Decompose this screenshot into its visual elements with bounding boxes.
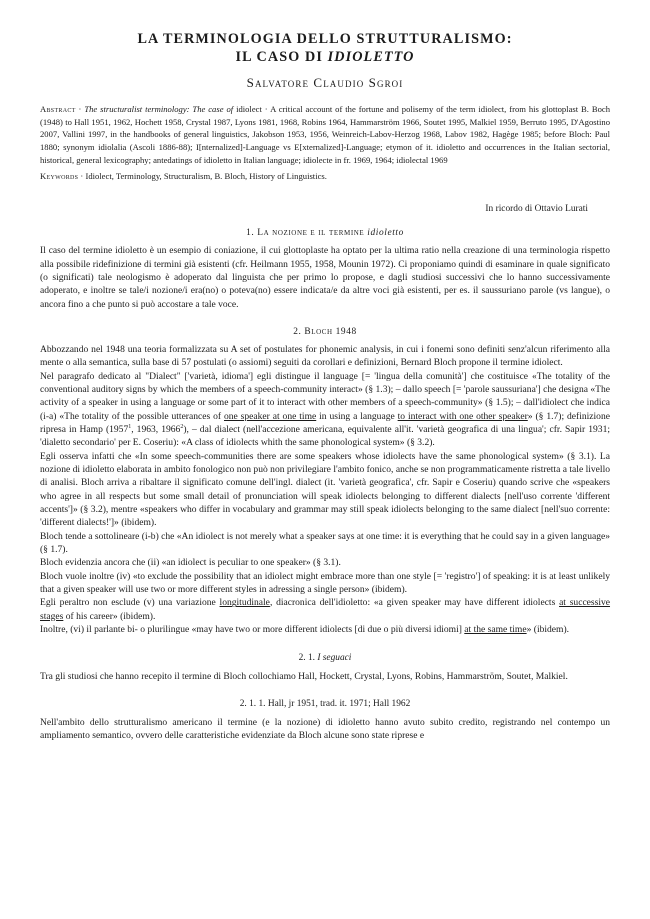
section-2-paragraph-2 (40, 370, 610, 450)
section-2-paragraph-6: Bloch vuole inoltre (iv) «to exclude the possibility that an idiolect might embrace more than one style [= 'registro'] of speaking: it is at least unlikely that a given speaker will use two or more different styles in adressing a single person» (ibidem). (40, 570, 610, 596)
author-name: Salvatore Claudio Sgroi (246, 75, 404, 90)
dedication: In ricordo di Ottavio Lurati (485, 204, 588, 215)
p7-text-a: Egli peraltro non esclude (v) una variazione (40, 597, 220, 609)
section-2-1-heading-italic: I seguaci (317, 652, 352, 663)
p7-text-c: of his career» (ibidem). (63, 610, 156, 622)
p2-text-a: Nel paragrafo dedicato al "Dialect" ['varietà, idioma'] egli distingue il language [= 'lingua della comunità'] che costituisce «The totality of the conventional auditory signs by which the members of a speech-community interact» (§ 1.3); – dallo speech [= 'parole saussuriana'] che designa «The activity of a speaker in using a language or some part of it to interact with other members of a speech-community» (§ 1.5); – dall'idiolect che indica (i-a) «The totality of the possible utterances of (40, 370, 610, 422)
section-1-heading-prefix: 1. La nozione e il termine (246, 228, 368, 239)
keywords-text: Idiolect, Terminology, Structuralism, B. Bloch, History of Linguistics. (85, 170, 327, 181)
p2-underline-2: to interact with one other speaker (397, 410, 528, 422)
p2-superscript-1: 1 (128, 423, 132, 430)
abstract (40, 103, 610, 167)
p7-underline-1: longitudinale (219, 597, 270, 609)
abstract-sep: · (75, 104, 85, 114)
section-2-paragraph-1: Abbozzando nel 1948 una teoria formalizzata su A set of postulates for phonemic analysis, in cui i fonemi sono definiti senz'alcun riferimento alla mente o alla semantica, sulla base di 57 postulati (o assiomi) seguiti da corollari e definizioni, Bernard Bloch propone il termine idiolect. (40, 343, 610, 369)
section-1-heading-italic: idioletto (367, 228, 404, 239)
p7-underline-2: at successive stages (40, 597, 611, 622)
section-2-paragraph-8 (40, 623, 610, 636)
section-2-1-1-paragraph: Nell'ambito dello strutturalismo americano il termine (e la nozione) di idioletto hanno avuto subito credito, registrando nel contempo un ampliamento semantico, ovvero delle caratteristiche evidenziate da Bloch alcune sono state riprese e (40, 716, 610, 742)
p2-text-e: ), – dal dialect (nell'accezione americana, equivalente all'it. 'varietà geografica di una lingua'; cfr. Sapir 1931; 'dialetto secondario' per E. Coseriu): «A class of idiolects whith the same phonological system» (§ 3.2). (40, 424, 610, 449)
article-title (40, 30, 610, 66)
p2-superscript-2: 2 (180, 423, 184, 430)
abstract-label: Abstract (40, 104, 76, 114)
title-line-2-prefix: IL CASO DI (235, 49, 328, 65)
title-line-1: LA TERMINOLOGIA DELLO STRUTTURALISMO: (137, 31, 513, 47)
section-2-1-paragraph: Tra gli studiosi che hanno recepito il termine di Bloch collochiamo Hall, Hockett, Crystal, Lyons, Robins, Hammarström, Soutet, Malkiel. (40, 670, 568, 682)
section-2-paragraph-7 (40, 596, 610, 623)
section-1-paragraph: Il caso del termine idioletto è un esempio di coniazione, il cui glottoplaste ha optato per la ultima ratio nella creazione di una terminologia rispetto alla possibile ridefinizione di termini già esistenti (cfr. Heilmann 1955, 1958, Mounin 1972). Ci proponiamo quindi di esaminare in quale significato (o significati) tale neologismo è adoperato dal linguista che per primo lo propose, e dagli studiosi successivi che lo hanno successivamente adoperato, e inoltre se tale/i nozione/i era(no) o poteva(no) essere indicata/e da altre voci già esistenti, per es. il saussuriano parole (vs langue), o ancora fino a che punto si può accostare a tale voce. (40, 245, 610, 310)
abstract-text: idiolect · A critical account of the fortune and polisemy of the term idiolect, from his glottoplast B. Boch (1948) to Hall 1951, 1962, Hochett 1958, Crystal 1987, Lyons 1981, 1968, Robins 1964, Hammarström 1966, Soutet 1995, Malkiel 1959, Berruto 1995, D'Agostino 2007, Vallini 1997, in the handbooks of general linguistics, Jakobson 1953, 1956, Weinreich-Labov-Herzog 1968, Labov 1982, Hagège 1985; before Bloch: Paul 1880; synonym idiolalia (Ascoli 1886-88); I[nternalized]-Language vs E[xternalized]-Language; etymon of it. idioletto and occurrences in the Italian sectorial, historical, general lexicography; antedatings of idioletto in Italian language; idiolecte in fr. 1969, 1964; idiolectal 1969 (40, 104, 610, 165)
p2-text-c: » (§ 1.7); definizione ripresa in Hamp (1957 (40, 410, 610, 435)
p2-text-b: in using a language (316, 410, 398, 422)
section-2-1-heading-prefix: 2. 1. (298, 652, 318, 663)
section-2-1-1-heading: 2. 1. 1. Hall, jr 1951, trad. it. 1971; Hall 1962 (239, 698, 411, 709)
section-2-heading: 2. Bloch 1948 (293, 326, 357, 337)
section-2-1-heading (40, 653, 610, 663)
section-2-paragraph-4: Bloch tende a sottolineare (i-b) che «An idiolect is not merely what a speaker says at one time: it is everything that he could say in a given language» (§ 1.7). (40, 530, 610, 556)
keywords-label: Keywords (40, 170, 79, 181)
section-2-paragraph-3: Egli osserva infatti che «In some speech-communities there are some speakers whose idiolects have the same phonological system» (§ 3.1). La nozione di idioletto elaborata in ambito fonologico non può non privilegiare l'ambito fonico, anche se non programmaticamente ristretta a tale livello di analisi. Bloch arriva a ribaltare il significato comune dell'ingl. dialect (it. 'varietà geografica', cfr. Sapir e Coseriu) quando scrive che «speakers who agree in all respects but some small detail of pronunciation will speak idiolects belonging to different dialects [nell'uso corrente 'different accents']» (§ 3.2), mentre «speakers who differ in vocabulary and grammar may still speak idiolects belonging to the same dialect [nell'suo corrente: 'different dialects!']» (ibidem). (40, 450, 610, 529)
keywords-sep: · (78, 170, 86, 181)
p2-underline-1: one speaker at one time (223, 410, 317, 422)
title-line-2-italic: IDIOLETTO (327, 49, 415, 65)
section-1-heading (40, 228, 610, 238)
p8-text-a: Inoltre, (vi) il parlante bi- o plurilingue «may have two or more different idiolects [di due o più diversi idiomi] (40, 624, 465, 636)
p7-text-b: , diacronica dell'idioletto: «a given speaker may have different idiolects (269, 597, 560, 609)
p8-text-b: » (ibidem). (526, 624, 570, 636)
p2-text-d: , 1963, 1966 (131, 424, 181, 435)
abstract-english-title: The structuralist terminology: The case of (84, 104, 234, 114)
section-2-paragraph-5: Bloch evidenzia ancora che (ii) «an idiolect is peculiar to one speaker» (§ 3.1). (40, 557, 341, 569)
keywords (40, 170, 610, 183)
p8-underline-1: at the same time (464, 624, 527, 636)
